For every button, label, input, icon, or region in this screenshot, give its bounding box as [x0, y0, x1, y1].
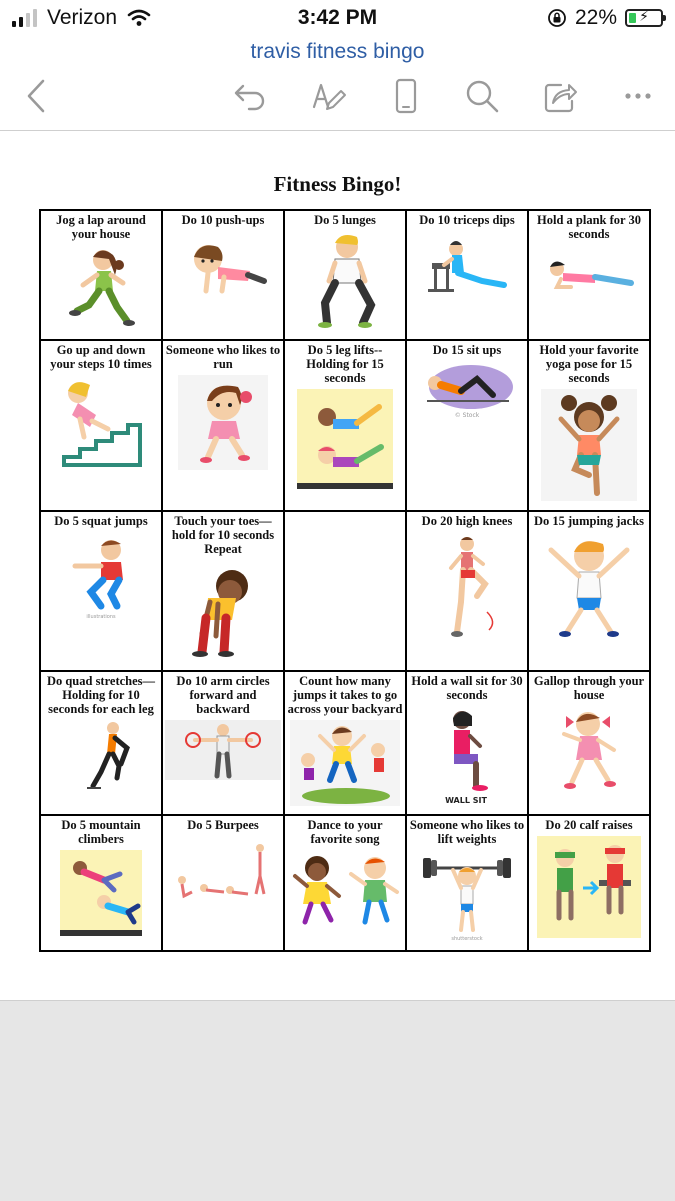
- bingo-cell: [162, 511, 284, 670]
- stairs-kid-illustration: [56, 375, 146, 470]
- cell-label: Do 20 calf raises: [545, 818, 633, 833]
- bingo-cell: [162, 671, 284, 815]
- gallop-girl-illustration: [544, 706, 634, 806]
- wall-sit-illustration: [422, 706, 512, 806]
- bingo-cell: [284, 671, 406, 815]
- empty-scroll-area: [0, 1000, 675, 1201]
- clock: 3:42 PM: [297, 6, 378, 29]
- bingo-row: [40, 340, 650, 512]
- cell-label: Do 10 push-ups: [181, 213, 265, 227]
- bingo-row: [40, 815, 650, 951]
- arm-circles-illustration: [165, 720, 281, 780]
- bingo-cell: [284, 815, 406, 951]
- toolbar: [0, 68, 675, 124]
- cell-label: Someone who likes to lift weights: [409, 818, 525, 847]
- bingo-grid: [39, 209, 651, 952]
- battery-icon: ⚡: [625, 9, 663, 27]
- battery-percent: 22%: [574, 6, 617, 29]
- cell-label: Do 10 arm circles forward and backward: [176, 673, 270, 716]
- squat-boy-illustration: [61, 532, 141, 620]
- back-chevron-icon[interactable]: [14, 72, 62, 120]
- bingo-cell: [528, 210, 650, 340]
- cell-label: Hold a plank for 30 seconds: [537, 213, 641, 241]
- search-icon[interactable]: [458, 72, 506, 120]
- bingo-cell: [528, 340, 650, 512]
- cell-label: Touch your toes—hold for 10 seconds Repeat: [171, 514, 275, 557]
- bingo-row: [40, 511, 650, 670]
- running-kid-illustration: [61, 245, 141, 330]
- more-icon[interactable]: [614, 72, 662, 120]
- orientation-lock-icon: [547, 8, 567, 28]
- quad-stretch-illustration: [61, 720, 141, 790]
- cell-label: Gallop through your house: [533, 673, 645, 702]
- cell-label: Do quad stretches—Holding for 10 seconds for each leg: [46, 673, 156, 716]
- bingo-cell: [284, 340, 406, 512]
- cell-label: Do 20 high knees: [421, 514, 513, 529]
- cell-label: Do 15 jumping jacks: [533, 514, 645, 529]
- yoga-girl-illustration: [541, 389, 637, 501]
- bingo-cell: [406, 671, 528, 815]
- bingo-cell: [40, 511, 162, 670]
- device-icon[interactable]: [382, 72, 430, 120]
- share-icon[interactable]: [536, 72, 584, 120]
- cell-label: Someone who likes to run: [165, 342, 281, 371]
- svg-text:shutterstock: shutterstock: [451, 936, 483, 943]
- bingo-cell: [406, 815, 528, 951]
- cell-label: Do 5 leg lifts--Holding for 15 seconds: [306, 342, 384, 385]
- bingo-cell: [40, 815, 162, 951]
- pushup-kid-illustration: [178, 231, 268, 301]
- cell-label: Do 10 triceps dips: [419, 213, 515, 227]
- jumping-jacks-illustration: [539, 532, 639, 644]
- toe-touch-kid-illustration: [178, 560, 268, 660]
- cell-label: Go up and down your steps 10 times: [50, 342, 152, 371]
- cell-label: Jog a lap around your house: [56, 213, 146, 241]
- cell-label: Hold a wall sit for 30 seconds: [411, 673, 523, 702]
- document-title: travis fitness bingo: [250, 40, 425, 63]
- bingo-row: [40, 671, 650, 815]
- lunge-man-illustration: [305, 231, 385, 331]
- bingo-cell: [162, 340, 284, 512]
- calf-raise-illustration: [537, 836, 641, 938]
- status-right: [547, 6, 663, 30]
- bingo-cell: [528, 511, 650, 670]
- bingo-cell: [40, 340, 162, 512]
- cell-label: Do 15 sit ups: [432, 342, 502, 357]
- bingo-cell: [528, 815, 650, 951]
- undo-icon[interactable]: [226, 72, 274, 120]
- bingo-cell: [406, 340, 528, 512]
- bingo-cell: [162, 815, 284, 951]
- status-bar: [0, 0, 675, 38]
- weightlift-kid-illustration: [417, 850, 517, 942]
- svg-text:© Stock: © Stock: [454, 411, 480, 419]
- leg-lift-kids-illustration: [297, 389, 393, 489]
- jumping-kids-illustration: [290, 720, 400, 806]
- bingo-cell: [40, 210, 162, 340]
- bingo-cell: [284, 210, 406, 340]
- high-knees-illustration: [427, 532, 507, 642]
- wall-sit-caption: WALL SIT: [445, 795, 487, 805]
- running-girl-illustration: [178, 375, 268, 470]
- cell-label: Dance to your favorite song: [307, 818, 383, 847]
- mountain-climber-illustration: [60, 850, 142, 936]
- cell-label: Do 5 Burpees: [187, 818, 259, 833]
- situp-illustration: [419, 361, 515, 421]
- bingo-cell: [528, 671, 650, 815]
- burpee-illustration: [168, 836, 278, 906]
- cell-label: Count how many jumps it takes to go across your backyard: [287, 673, 403, 716]
- cell-label: Do 5 mountain climbers: [61, 818, 141, 847]
- cell-label: Do 5 lunges: [314, 213, 376, 227]
- sheet-title: Fitness Bingo!: [273, 172, 402, 196]
- bingo-cell: [406, 511, 528, 670]
- svg-text:illustrations: illustrations: [86, 614, 116, 621]
- cell-label: Hold your favorite yoga pose for 15 seconds: [539, 342, 639, 385]
- cell-label: Do 5 squat jumps: [54, 514, 148, 529]
- carrier-name: Verizon: [47, 6, 118, 29]
- bingo-cell: [40, 671, 162, 815]
- bingo-cell: [162, 210, 284, 340]
- markup-icon[interactable]: [304, 72, 352, 120]
- plank-illustration: [539, 245, 639, 300]
- bingo-row: [40, 210, 650, 340]
- dancing-kids-illustration: [287, 850, 406, 930]
- bingo-cell: [406, 210, 528, 340]
- triceps-dip-illustration: [422, 231, 512, 301]
- bingo-cell-free: [284, 511, 406, 670]
